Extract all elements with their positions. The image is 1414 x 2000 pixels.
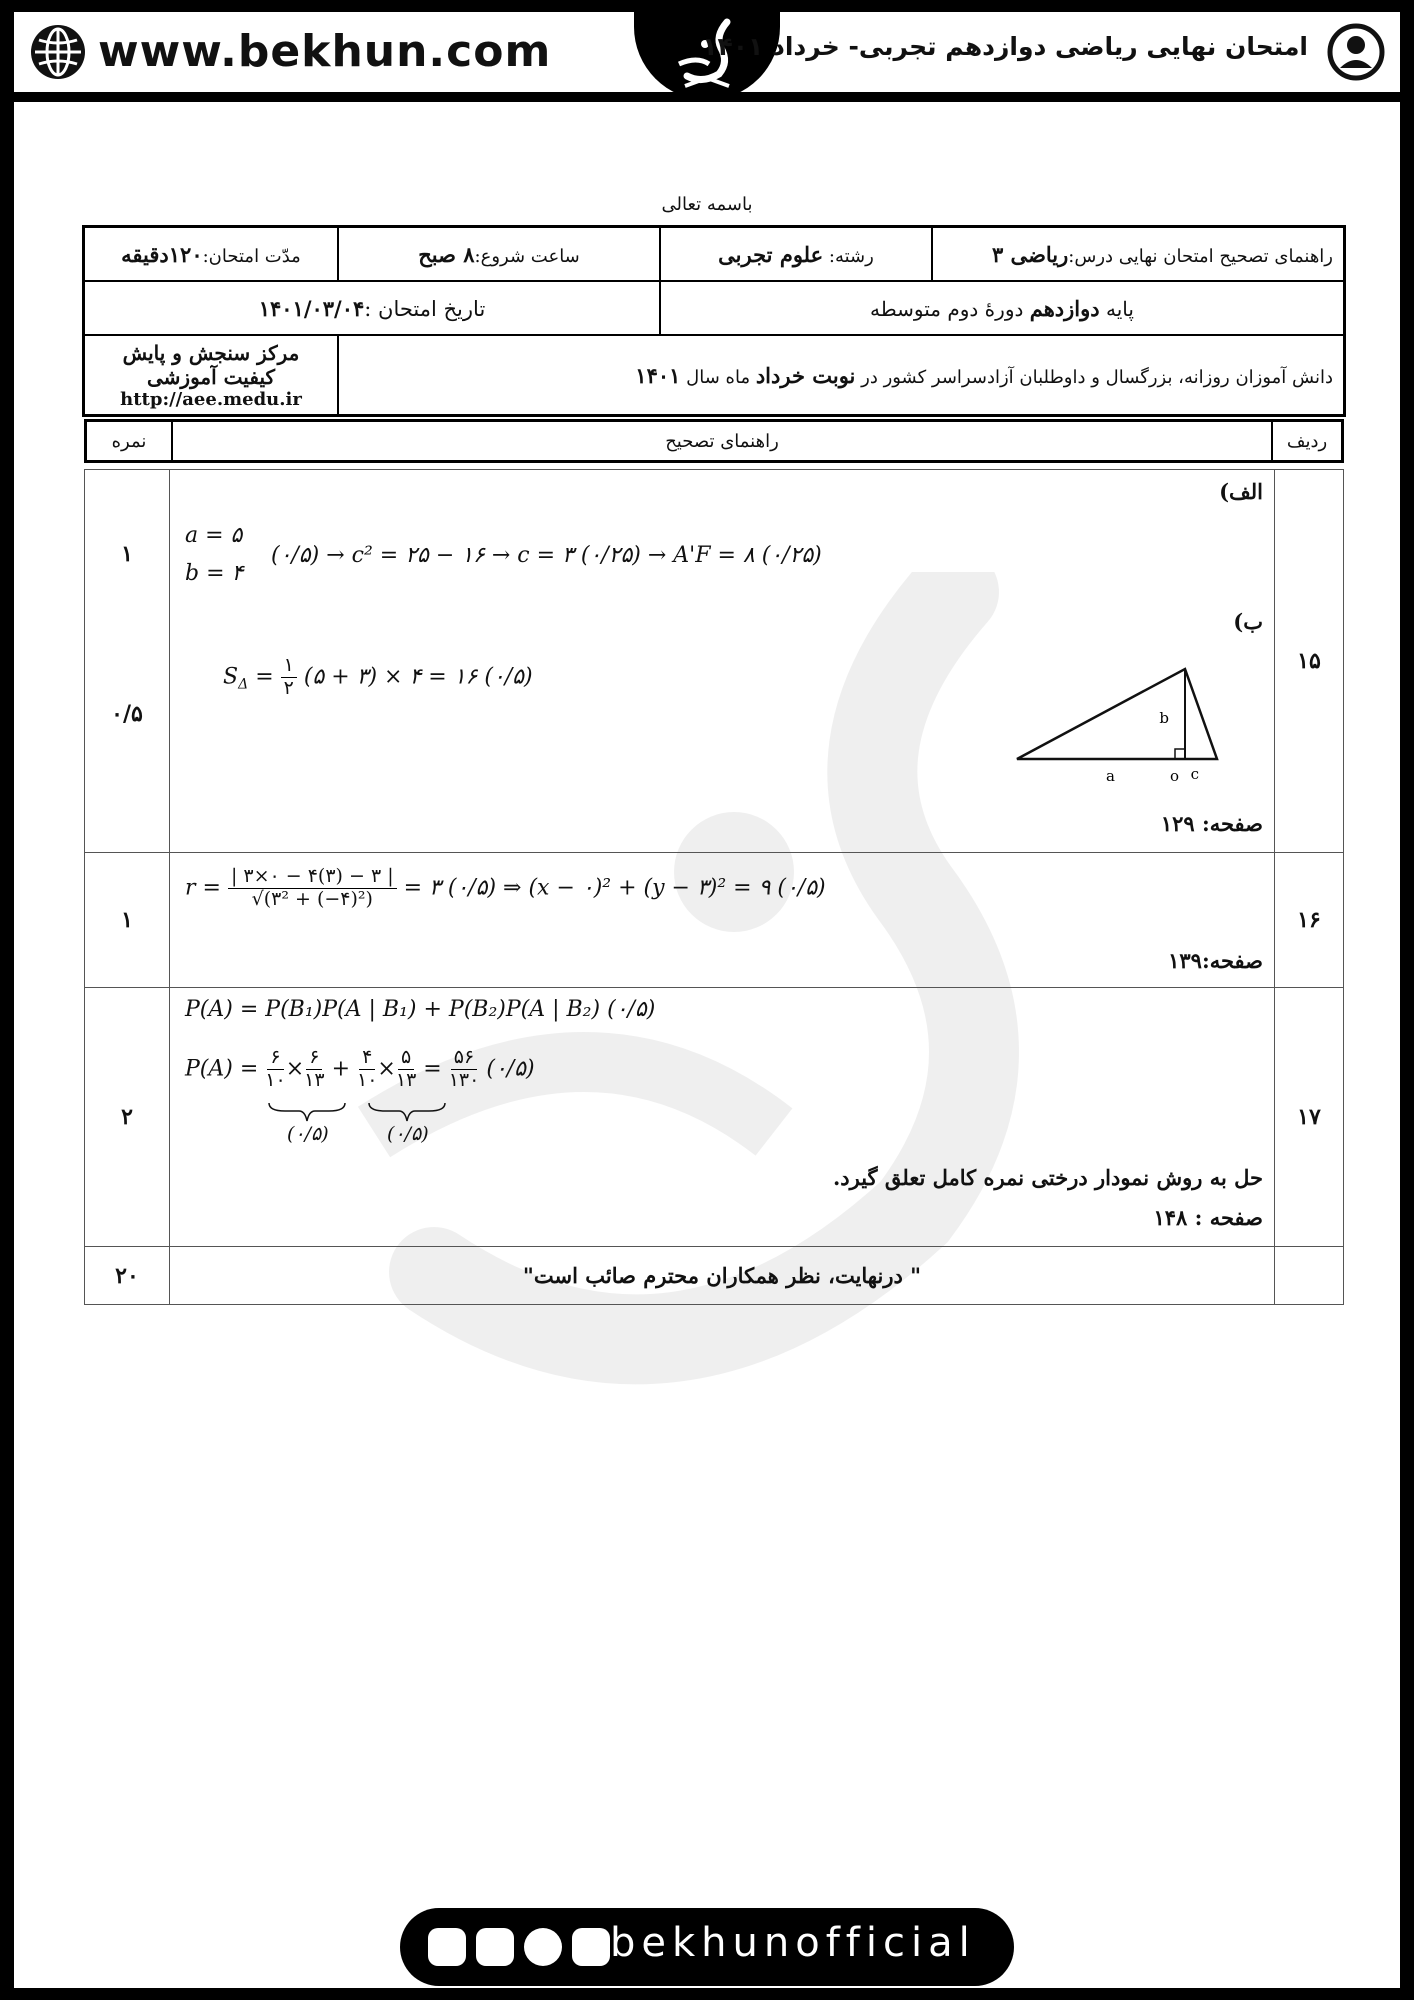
field-name: علوم تجربی [718, 241, 824, 267]
tree-note [833, 1165, 1263, 1190]
col-guide: راهنمای تصحیح [172, 421, 1272, 462]
instagram-icon[interactable] [572, 1928, 610, 1966]
r-rhs: = ۳ (۰/۵) ⇒ (x − ۰)² + (y − ۳)² = ۹ (۰/۵) [403, 875, 826, 901]
row-number: ۱۵ [1275, 470, 1344, 853]
r-lhs: r = [185, 875, 221, 901]
label-o: o [1169, 767, 1179, 785]
frac-2 [304, 1047, 324, 1092]
table-row [85, 1247, 1344, 1305]
grade-prefix: پایه [1105, 296, 1134, 321]
table-row [85, 853, 1344, 988]
col-row: ردیف [1272, 421, 1343, 462]
score-cell: ۱ [85, 853, 170, 988]
b-equation: b = ۴ [185, 561, 244, 586]
p-tail: (۰/۵) [486, 1056, 535, 1082]
column-header [84, 419, 1344, 463]
empty-cell [1275, 1247, 1344, 1305]
frac-3 [357, 1047, 377, 1092]
f3n: ۴ [359, 1047, 375, 1070]
note-prefix: حل به روش نمودار درختی نمره [983, 1165, 1263, 1190]
grade-suffix: دورهٔ دوم متوسطه [870, 296, 1024, 321]
score-a: ۱ [121, 541, 133, 567]
area-sub: Δ [238, 676, 249, 693]
area-rhs: (۵ + ۳) × ۴ = ۱۶ (۰/۵) [303, 664, 533, 690]
area-lhs: S [223, 664, 239, 690]
f1d: ۱۰ [265, 1068, 286, 1091]
grade-name: دوازدهم [1029, 295, 1100, 321]
part-b-label: ب) [1233, 609, 1263, 634]
center-url[interactable]: http://aee.medu.ir [120, 388, 302, 410]
f4n: ۵ [398, 1047, 414, 1070]
bismillah: باسمه تعالی [661, 194, 753, 215]
exam-info-table [82, 225, 1346, 417]
field-cell [660, 227, 932, 282]
year-text: ماه سال [686, 366, 751, 388]
field-label: رشته: [828, 245, 874, 267]
website-url[interactable]: www.bekhun.com [98, 26, 552, 77]
f1n: ۶ [267, 1047, 283, 1070]
frac-1 [265, 1047, 285, 1092]
page-ref: صفحه:۱۳۹ [1168, 948, 1263, 973]
score-cell [85, 470, 170, 853]
part-a-line: (۰/۵) → c² = ۲۵ − ۱۶ → c = ۳ (۰/۲۵) → A'F = ۸ (۰/۲۵) [271, 543, 822, 568]
date-label: تاریخ امتحان : [364, 296, 486, 321]
page-ref: صفحه : ۱۴۸ [1153, 1205, 1263, 1230]
f2n: ۶ [306, 1047, 322, 1070]
radius-formula [185, 866, 826, 911]
row-number: ۱۶ [1275, 853, 1344, 988]
total-probability-line: P(A) = P(B₁)P(A | B₁) + P(B₂)P(A | B₂) (۰/۵) [185, 997, 656, 1022]
start-cell [338, 227, 660, 282]
col-score: نمره [86, 421, 173, 462]
social-icons [428, 1928, 610, 1966]
start-time: ۸ صبح [418, 241, 475, 267]
total-score: ۲۰ [85, 1247, 170, 1305]
area-fraction [281, 655, 297, 700]
area-formula: $S_\Delta$ = $\frac{۱}{۲}$ (۵ + ۳) × ۴ = ۱۶ (۰/۵) [223, 654, 533, 699]
answer-cell [170, 470, 1275, 853]
page-headline: امتحان نهایی ریاضی دوازدهم تجربی- خرداد ۱۴۰۱ [702, 32, 1308, 61]
brace-label-2: (۰/۵) [387, 1123, 429, 1145]
exam-year: ۱۴۰۱ [635, 362, 681, 388]
center-cell [84, 335, 339, 416]
table-row [85, 988, 1344, 1247]
table-row [85, 470, 1344, 853]
a-equation: a = ۵ [185, 523, 243, 548]
social-bar [400, 1908, 1014, 1986]
aparat-icon[interactable] [428, 1928, 466, 1966]
telegram-icon[interactable] [524, 1928, 562, 1966]
part-a-label: الف) [1219, 479, 1263, 504]
grade-cell [660, 281, 1345, 335]
course-cell [932, 227, 1345, 282]
label-a: a [1106, 767, 1115, 785]
social-handle[interactable]: bekhunofficial [610, 1920, 976, 1966]
note-bold: کامل [932, 1165, 977, 1190]
answers-table [84, 469, 1344, 1305]
answer-cell [170, 853, 1275, 988]
probability-calc: P(A) = $\frac{۶}{۱۰}$ × $\frac{۶}{۱۳}$ + $\frac{۴}{۱۰}$ × $\frac{۵}{۱۳}$ = $\frac{۵۶}{۱۳۰}$ (۰/۵) [185, 1046, 535, 1091]
course-name: ریاضی ۳ [991, 241, 1069, 267]
exam-date: ۱۴۰۱/۰۳/۰۴ [258, 295, 365, 321]
f5d: ۱۳۰ [448, 1068, 480, 1091]
duration-cell [84, 227, 339, 282]
duration-label: مدّت امتحان: [202, 245, 301, 267]
globe-icon [28, 22, 88, 82]
user-icon [1326, 22, 1386, 82]
date-cell [84, 281, 661, 335]
r-den: √(۳² + (−۴)²) [251, 887, 373, 910]
f5n: ۵۶ [451, 1047, 477, 1070]
youtube-icon[interactable] [476, 1928, 514, 1966]
center-name: مرکز سنجش و پایش کیفیت آموزشی [122, 340, 300, 389]
frac-4 [396, 1047, 416, 1092]
duration-value: ۱۲۰دقیقه [121, 241, 203, 267]
score-b: ۰/۵ [111, 701, 143, 727]
closing-note: " درنهایت، نظر همکاران محترم صائب است" [170, 1247, 1275, 1305]
page [14, 12, 1400, 1988]
f3d: ۱۰ [357, 1068, 378, 1091]
f4d: ۱۳ [395, 1068, 417, 1091]
students-text: دانش آموزان روزانه، بزرگسال و داوطلبان آزادسراسر کشور در [861, 366, 1333, 388]
students-cell [338, 335, 1345, 416]
area-num: ۱ [281, 655, 297, 678]
area-den: ۲ [283, 676, 294, 699]
top-bar [14, 12, 1400, 102]
label-b: b [1159, 709, 1169, 727]
start-label: ساعت شروع: [474, 245, 580, 267]
brace-label-1: (۰/۵) [287, 1123, 329, 1145]
triangle-figure [1007, 657, 1247, 787]
r-fraction [228, 866, 397, 911]
note-suffix: تعلق گیرد. [832, 1165, 926, 1190]
braces [265, 1101, 525, 1125]
frac-5 [449, 1047, 480, 1092]
page-ref: صفحه: ۱۲۹ [1160, 811, 1263, 836]
p-lhs: P(A) = [185, 1056, 259, 1082]
turn-name: نوبت خرداد [755, 362, 856, 388]
label-c: c [1190, 765, 1199, 783]
f2d: ۱۳ [304, 1068, 325, 1091]
answer-cell [170, 988, 1275, 1247]
score-cell: ۲ [85, 988, 170, 1247]
row-number: ۱۷ [1275, 988, 1344, 1247]
r-num: | ۳×۰ − ۴(۳) − ۳ | [228, 866, 397, 889]
guide-label: راهنمای تصحیح امتحان نهایی درس: [1068, 245, 1333, 267]
